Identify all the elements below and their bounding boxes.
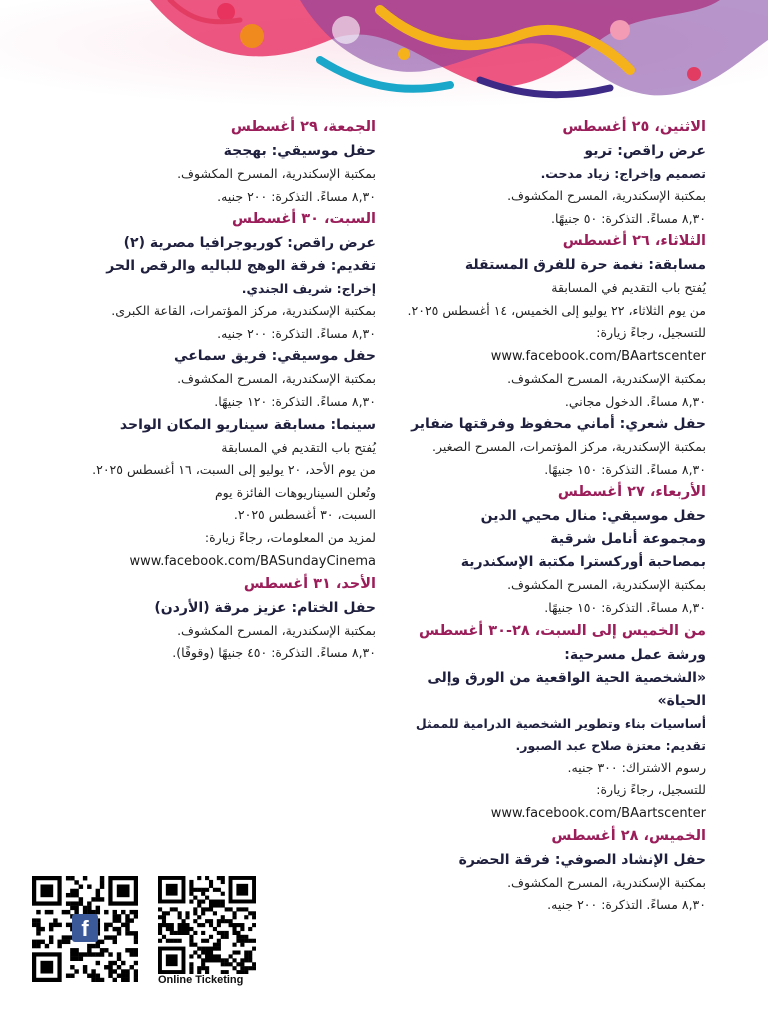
event-title: عرض راقص: تريو — [584, 143, 706, 159]
event-detail: من يوم الأحد، ٢٠ يوليو إلى السبت، ١٦ أغسطس ٢٠٢٥. — [92, 462, 376, 478]
event-title: بمصاحبة أوركسترا مكتبة الإسكندرية — [460, 554, 706, 571]
event-title: عرض راقص: كوريوجرافيا مصرية (٢) — [123, 235, 376, 252]
event-title: ورشة عمل مسرحية: — [564, 646, 706, 663]
event-detail: ٨,٣٠ مساءً. الدخول مجاني. — [564, 393, 706, 409]
event-detail: يُفتح باب التقديم في المسابقة — [221, 439, 376, 455]
event-detail: وتُعلن السيناريوهات الفائزة يوم — [214, 484, 376, 500]
event-detail: ٨,٣٠ مساءً. التذكرة: ١٥٠ جنيهًا. — [544, 599, 706, 615]
registration-link[interactable]: www.facebook.com/BAartscenter — [490, 805, 706, 821]
event-subtitle: إخراج: شريف الجندي. — [241, 281, 376, 297]
event-detail: للتسجيل، رجاءً زيارة: — [596, 782, 706, 798]
decorative-banner — [0, 0, 768, 108]
online-ticketing-caption: Online Ticketing — [158, 974, 244, 986]
event-subtitle: أساسيات بناء وتطوير الشخصية الدرامية للممثل — [415, 715, 706, 731]
event-detail: بمكتبة الإسكندرية، المسرح المكشوف. — [177, 371, 376, 387]
event-subtitle: تقديم: معتزة صلاح عبد الصبور. — [515, 737, 706, 753]
facebook-qr-code[interactable] — [32, 876, 138, 982]
event-detail: ٨,٣٠ مساءً. التذكرة: ٢٠٠ جنيه. — [547, 897, 706, 913]
event-title: حفل شعري: أماني محفوظ وفرقتها ضفاير — [411, 416, 706, 433]
event-title: «الشخصية الحية الواقعية من الورق وإلى الحياة» — [427, 669, 706, 709]
facebook-icon — [72, 914, 98, 942]
event-title: حفل الختام: عزيز مرقة (الأردن) — [154, 599, 376, 616]
event-detail: ٨,٣٠ مساءً. التذكرة: ١٢٠ جنيهًا. — [214, 393, 376, 409]
event-detail: رسوم الاشتراك: ٣٠٠ جنيه. — [567, 759, 706, 775]
event-detail: بمكتبة الإسكندرية، المسرح المكشوف. — [507, 577, 706, 593]
schedule-column-right — [382, 116, 706, 917]
event-detail: ٨,٣٠ مساءً. التذكرة: ٤٥٠ جنيهًا (وقوفًا). — [172, 645, 376, 661]
event-detail: بمكتبة الإسكندرية، المسرح المكشوف. — [177, 622, 376, 638]
day-heading: الاثنين، ٢٥ أغسطس — [562, 119, 706, 135]
event-title: حفل موسيقي: بهججة — [223, 143, 376, 159]
event-detail: من يوم الثلاثاء، ٢٢ يوليو إلى الخميس، ١٤ أغسطس ٢٠٢٥. — [407, 302, 706, 318]
registration-link[interactable]: www.facebook.com/BAartscenter — [490, 348, 706, 364]
facebook-glyph: f — [81, 916, 89, 941]
event-detail: ٨,٣٠ مساءً. التذكرة: ١٥٠ جنيهًا. — [544, 461, 706, 477]
schedule-column-left — [66, 116, 376, 665]
abstract-art — [0, 0, 768, 108]
day-heading: الأربعاء، ٢٧ أغسطس — [557, 484, 706, 501]
event-detail: ٨,٣٠ مساءً. التذكرة: ٥٠ جنيهًا. — [550, 210, 706, 226]
event-title: سينما: مسابقة سيناريو المكان الواحد — [119, 416, 376, 433]
day-heading: الجمعة، ٢٩ أغسطس — [230, 119, 376, 135]
online-ticketing-qr-code[interactable] — [158, 876, 256, 974]
event-detail: يُفتح باب التقديم في المسابقة — [551, 280, 706, 296]
day-heading: الأحد، ٣١ أغسطس — [243, 575, 376, 592]
event-subtitle: تصميم وإخراج: زياد مدحت. — [540, 166, 706, 181]
event-detail: بمكتبة الإسكندرية، مركز المؤتمرات، المسرح الصغير. — [432, 439, 706, 455]
event-detail: بمكتبة الإسكندرية، المسرح المكشوف. — [507, 370, 706, 386]
event-title: تقديم: فرقة الوهج للباليه والرقص الحر — [106, 258, 376, 275]
day-heading: الثلاثاء، ٢٦ أغسطس — [562, 233, 706, 250]
registration-link[interactable]: www.facebook.com/BASundayCinema — [129, 553, 376, 569]
day-heading: السبت، ٣٠ أغسطس — [231, 211, 376, 228]
event-title: ومجموعة أنامل شرقية — [550, 531, 706, 548]
event-detail: للتسجيل، رجاءً زيارة: — [596, 325, 706, 341]
event-detail: بمكتبة الإسكندرية، مركز المؤتمرات، القاعة الكبرى. — [111, 303, 376, 319]
event-title: حفل موسيقي: منال محيي الدين — [480, 508, 706, 525]
event-detail: ٨,٣٠ مساءً. التذكرة: ٢٠٠ جنيه. — [217, 188, 376, 204]
event-title: حفل موسيقي: فريق سماعي — [174, 348, 376, 365]
event-detail: لمزيد من المعلومات، رجاءً زيارة: — [204, 529, 376, 545]
day-heading: من الخميس إلى السبت، ٢٨-٣٠ أغسطس — [418, 622, 706, 639]
event-title: مسابقة: نغمة حرة للفرق المستقلة — [464, 257, 706, 274]
event-detail: ٨,٣٠ مساءً. التذكرة: ٢٠٠ جنيه. — [217, 325, 376, 341]
event-detail: بمكتبة الإسكندرية، المسرح المكشوف. — [177, 166, 376, 181]
event-detail: بمكتبة الإسكندرية، المسرح المكشوف. — [507, 874, 706, 890]
event-title: حفل الإنشاد الصوفي: فرقة الحضرة — [458, 851, 706, 868]
day-heading: الخميس، ٢٨ أغسطس — [551, 827, 706, 844]
event-detail: السبت، ٣٠ أغسطس ٢٠٢٥. — [233, 507, 376, 523]
event-detail: بمكتبة الإسكندرية، المسرح المكشوف. — [507, 188, 706, 203]
